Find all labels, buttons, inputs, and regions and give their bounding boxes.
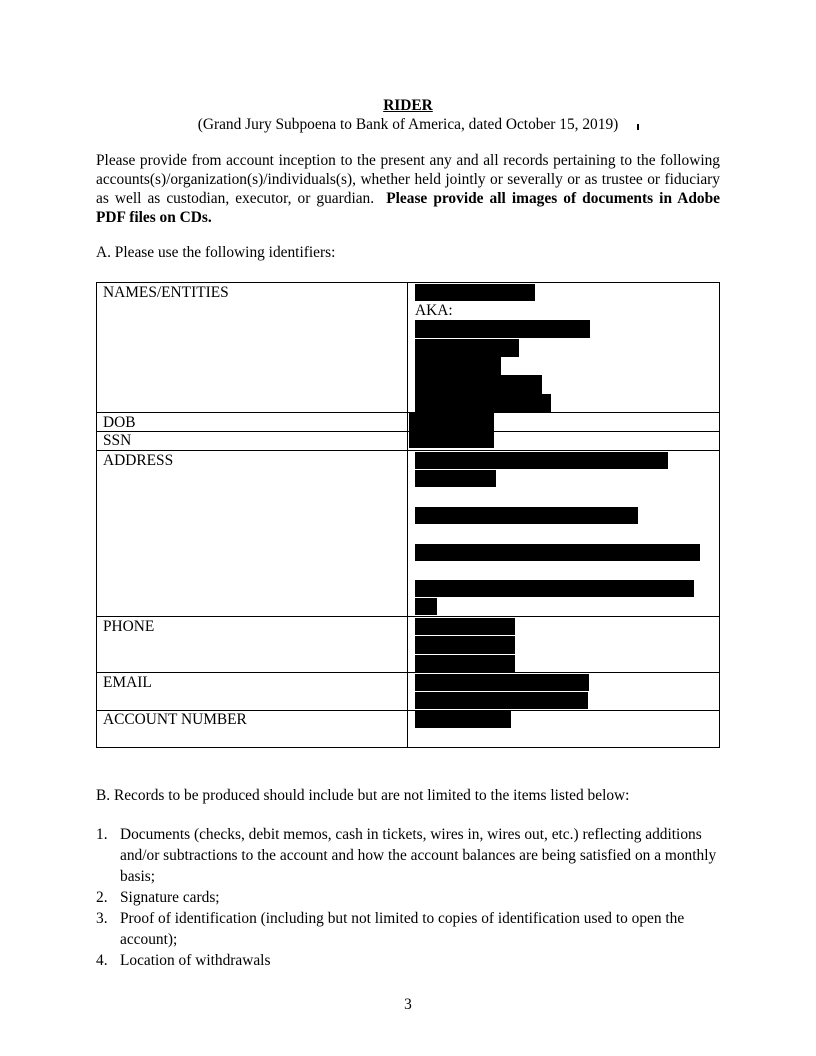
redaction-aka xyxy=(415,339,519,357)
redaction-address xyxy=(415,580,694,597)
redaction-phone xyxy=(415,618,515,635)
table-border-top xyxy=(96,282,720,283)
redaction-phone xyxy=(415,655,515,672)
list-item xyxy=(96,824,726,887)
list-item xyxy=(96,908,726,950)
rider-subtitle: (Grand Jury Subpoena to Bank of America, dated October 15, 2019) xyxy=(197,116,619,133)
table-row-divider xyxy=(96,412,720,413)
list-item-text: Location of withdrawals xyxy=(120,952,271,969)
list-item xyxy=(96,950,726,971)
list-item-number: 2. xyxy=(96,889,108,906)
intro-bold-text: Please provide all images of documents in Adobe PDF files on CDs. xyxy=(96,190,720,226)
redaction-address xyxy=(415,598,437,615)
dob-label: DOB xyxy=(103,414,136,431)
ssn-label: SSN xyxy=(103,432,132,449)
table-row-divider xyxy=(96,616,720,617)
address-label: ADDRESS xyxy=(103,452,174,469)
redaction-address xyxy=(415,507,638,524)
section-a-heading: A. Please use the following identifiers: xyxy=(96,244,336,261)
table-column-divider xyxy=(407,282,408,748)
redaction-aka xyxy=(415,357,501,375)
aka-label: AKA: xyxy=(415,302,453,319)
account-number-label: ACCOUNT NUMBER xyxy=(103,711,247,728)
identifiers-table xyxy=(96,282,720,748)
table-row-divider xyxy=(96,672,720,673)
table-border-left xyxy=(96,282,97,748)
list-item-text: Proof of identification (including but not limited to copies of identification used to open the account); xyxy=(120,910,685,948)
redaction-dob-ssn xyxy=(409,412,494,448)
margin-mark xyxy=(637,124,639,130)
email-label: EMAIL xyxy=(103,674,152,691)
table-border-bottom xyxy=(96,747,720,748)
list-item-number: 1. xyxy=(96,826,108,843)
redaction-aka xyxy=(415,375,542,394)
list-item xyxy=(96,887,726,908)
redaction-aka xyxy=(415,320,590,338)
redaction-address xyxy=(415,544,700,561)
redaction-address xyxy=(415,470,496,487)
records-list xyxy=(96,824,726,971)
redaction-account-number xyxy=(415,711,511,728)
phone-label: PHONE xyxy=(103,618,155,635)
intro-paragraph xyxy=(96,151,720,227)
list-item-text: Signature cards; xyxy=(120,889,220,906)
table-border-right xyxy=(719,282,720,748)
list-item-text: Documents (checks, debit memos, cash in tickets, wires in, wires out, etc.) reflecting additions and/or subtractions to the account and how the account balances are being satisfied on a monthly basis; xyxy=(120,826,717,885)
redaction-email xyxy=(415,674,589,691)
rider-title: RIDER xyxy=(383,97,433,114)
list-item-number: 4. xyxy=(96,952,108,969)
redaction-email xyxy=(415,692,588,709)
list-item-number: 3. xyxy=(96,910,108,927)
page-number: 3 xyxy=(404,996,412,1013)
redaction-aka xyxy=(415,394,551,412)
intro-text: Please provide from account inception to the present any and all records pertaining to the following accounts(s)/organization(s)/individuals(s), whether held jointly or severally or as trustee or fiduciary as well as custodian, executor, or guardian. xyxy=(96,152,720,207)
table-row-divider xyxy=(96,431,720,432)
redaction-name xyxy=(415,284,535,301)
names-entities-label: NAMES/ENTITIES xyxy=(103,284,229,301)
table-row-divider xyxy=(96,450,720,451)
redaction-phone xyxy=(415,636,515,654)
section-b-heading: B. Records to be produced should include but are not limited to the items listed below: xyxy=(96,787,630,804)
redaction-address xyxy=(415,452,668,469)
